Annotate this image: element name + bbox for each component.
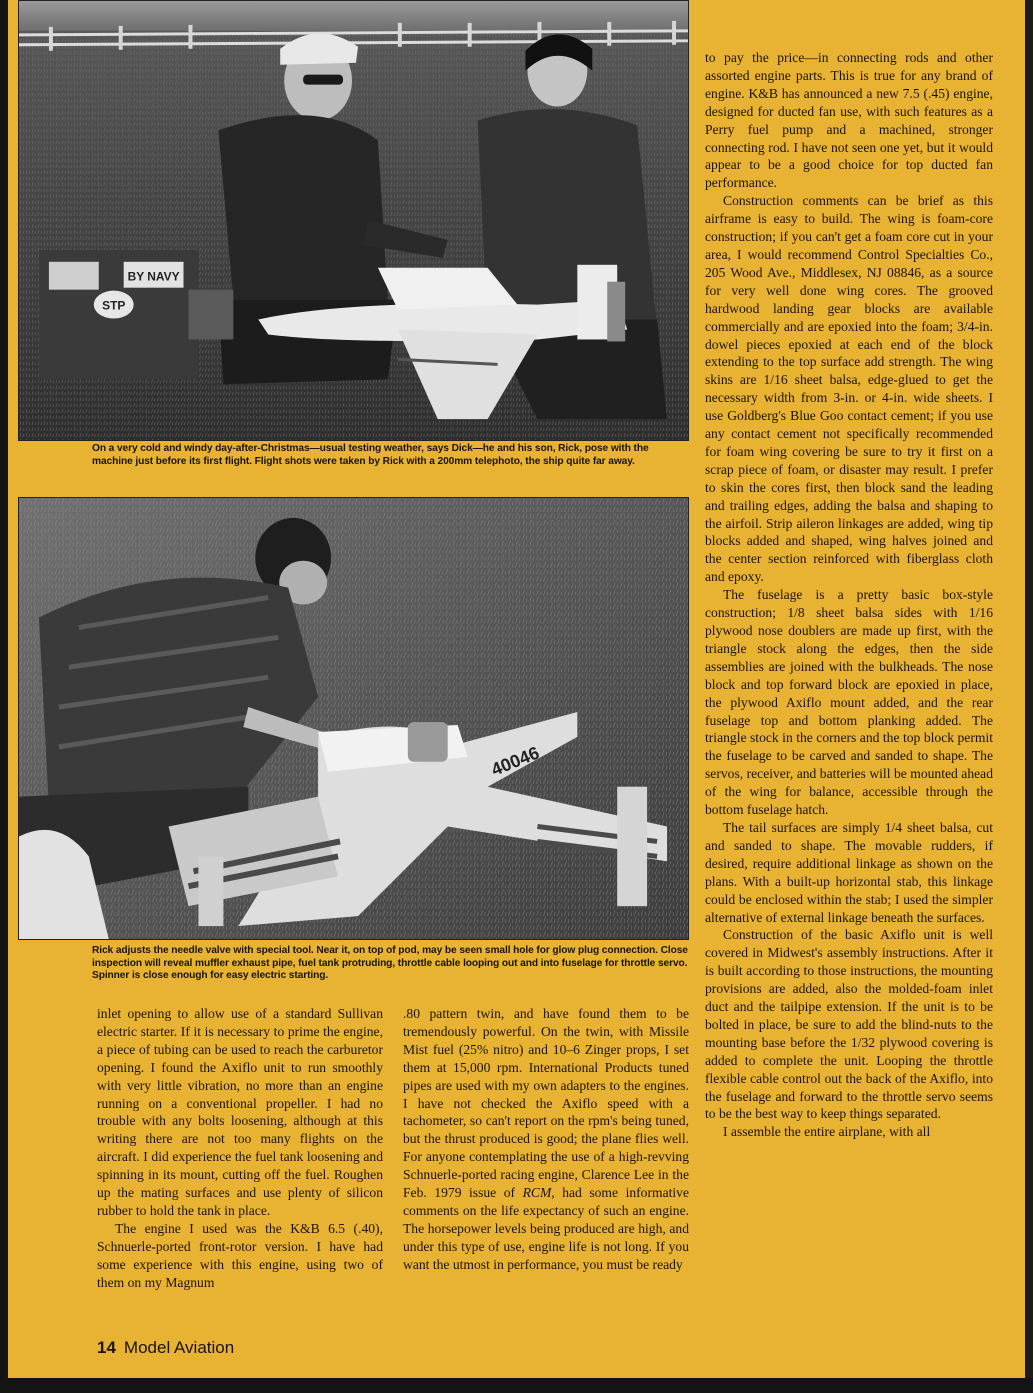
page-edge-bottom: [0, 1378, 1033, 1393]
photo-box-label: BY NAVY: [127, 269, 180, 284]
photo-rick-adjusting-needle-valve: [18, 497, 689, 940]
photo-plane-number: 40046: [488, 742, 543, 780]
page-edge-right: [1025, 0, 1033, 1393]
page-folio: [97, 1338, 234, 1358]
paragraph: to pay the price—in connecting rods and other assorted engine parts. This is true for any brand of engine. K&B has announced a new 7.5 (.45) engine, designed for ducted fan use, with such features as a Perry fuel pump and a machined, stronger connecting rod. I have not seen one yet, but it would appear to be a good choice for top ducted fan performance.: [705, 50, 993, 191]
page-edge-left: [0, 0, 8, 1393]
paragraph: I assemble the entire airplane, with all: [723, 1124, 931, 1140]
photo-stp-sticker: STP: [102, 298, 126, 313]
photo-1-illustration: [19, 1, 688, 440]
article-column-left: [97, 1005, 383, 1292]
magazine-title-rcm: RCM: [522, 1185, 552, 1201]
paragraph: The engine I used was the K&B 6.5 (.40), Schnuerle-ported front-rotor version. I have had some experience with this engine, using two of them on my Magnum: [97, 1220, 383, 1290]
photo-2-caption: Rick adjusts the needle valve with special tool. Near it, on top of pod, may be seen small hole for glow plug connection. Close inspection will reveal muffler exhaust pipe, fuel tank protruding, throttle cable looping out and into fuselage for throttle servo. Spinner is close enough for easy electric starting.: [92, 945, 688, 982]
photo-father-and-son-with-model: [18, 0, 689, 441]
paragraph-text: , had some informative comments on the life expectancy of such an engine. The horsepower levels being produced are high, and under this type of use, engine life is not long. If you want the utmost in performance, you must be ready: [403, 1185, 689, 1272]
photo-1-caption: On a very cold and windy day-after-Christmas—usual testing weather, says Dick—he and his son, Rick, pose with the machine just before its first flight. Flight shots were taken by Rick with a 200mm telephoto, the ship quite far away.: [92, 443, 649, 467]
page-number: 14: [97, 1338, 116, 1357]
paragraph: The tail surfaces are simply 1/4 sheet balsa, cut and sanded to shape. The movable rudders, if desired, require additional linkage as shown on the plans. With a built-up horizontal stab, this linkage could be enclosed within the stab; I used the simpler alternative of external linkage beneath the surfaces.: [705, 819, 993, 925]
paragraph: Construction comments can be brief as this airframe is easy to build. The wing is foam-core construction; if you can't get a foam core cut in your area, I would recommend Control Specialties Co., 205 Wood Ave., Middlesex, NJ 08846, as a source for very well done wing cores. The grooved hardwood landing gear blocks are available commercially and are epoxied into the foam; 3/4-in. dowel pieces epoxied at each end of the block extending to the top surface add strength. The wing skins are 1/16 sheet balsa, edge-glued to get the necessary width from 3-in. or 4-in. wide sheets. I use Goldberg's Blue Goo contact cement; if you use any contact cement not specifically recommended for foam wing covering be sure to try it first on a scrap piece of foam, or disaster may result. I prefer to skin the cores first, then block sand the leading and trailing edges, adding the balsa and shaping to the airfoil. Strip aileron linkages are added, wing tip blocks added and shaped, wing halves joined and the center section reinforced with fiberglass cloth and epoxy.: [705, 193, 993, 585]
paragraph-text: .80 pattern twin, and have found them to be tremendously powerful. On the twin, with Missile Mist fuel (25% nitro) and 10–6 Zinger props, I set them at 15,000 rpm. International Products tuned pipes are used with my own adapters to the engines. I have not checked the Axiflo speed with a tachometer, so can't report on the rpm's being tuned, but the thrust produced is good; the plane flies well. For anyone contemplating the use of a high-revving Schnuerle-ported racing engine, Clarence Lee in the Feb. 1979 issue of: [403, 1006, 689, 1201]
magazine-name: Model Aviation: [123, 1338, 235, 1357]
paragraph: Construction of the basic Axiflo unit is well covered in Midwest's assembly instructions. After it is built according to those instructions, the mounting provisions are added, also the molded-foam inlet duct and the tailpipe extension. If the unit is to be bolted in place, be sure to add the blind-nuts to the mounting base before the 1/32 plywood covering is added to complete the unit. Looping the throttle flexible cable control out the back of the Axiflo, into the fuselage and forward to the throttle servo seems to be the best way to keep things separated.: [705, 927, 993, 1122]
article-column-middle: [403, 1005, 689, 1274]
paragraph: [403, 1005, 689, 1274]
paragraph: inlet opening to allow use of a standard Sullivan electric starter. If it is necessary to prime the engine, a piece of tubing can be used to reach the carburetor opening. I found the Axiflo unit to run smoothly with very little vibration, no more than an engine running on a conventional propeller. I had no trouble with any bolts loosening, although at this writing there are not too many flights on the aircraft. I did experience the fuel tank loosening and spinning in its mount, cutting off the fuel. Roughen up the mating surfaces and use plenty of silicon rubber to hold the tank in place.: [97, 1006, 383, 1218]
article-column-right: [705, 49, 993, 1141]
paragraph: The fuselage is a pretty basic box-style construction; 1/8 sheet balsa sides with 1/16 plywood nose doublers are made up first, with the triangle stock along the edges, then the side assemblies are joined with the bulkheads. The nose block and top forward block are epoxied in place, the plywood Axiflo mount added, and the rear fuselage top and bottom planking added. The triangle stock in the corners and the top block permit the fuselage to be carved and sanded to shape. The servos, receiver, and batteries will be mounted ahead of the wing for balance, accessible through the bottom fuselage hatch.: [705, 587, 993, 818]
photo-2-illustration: [19, 498, 688, 939]
